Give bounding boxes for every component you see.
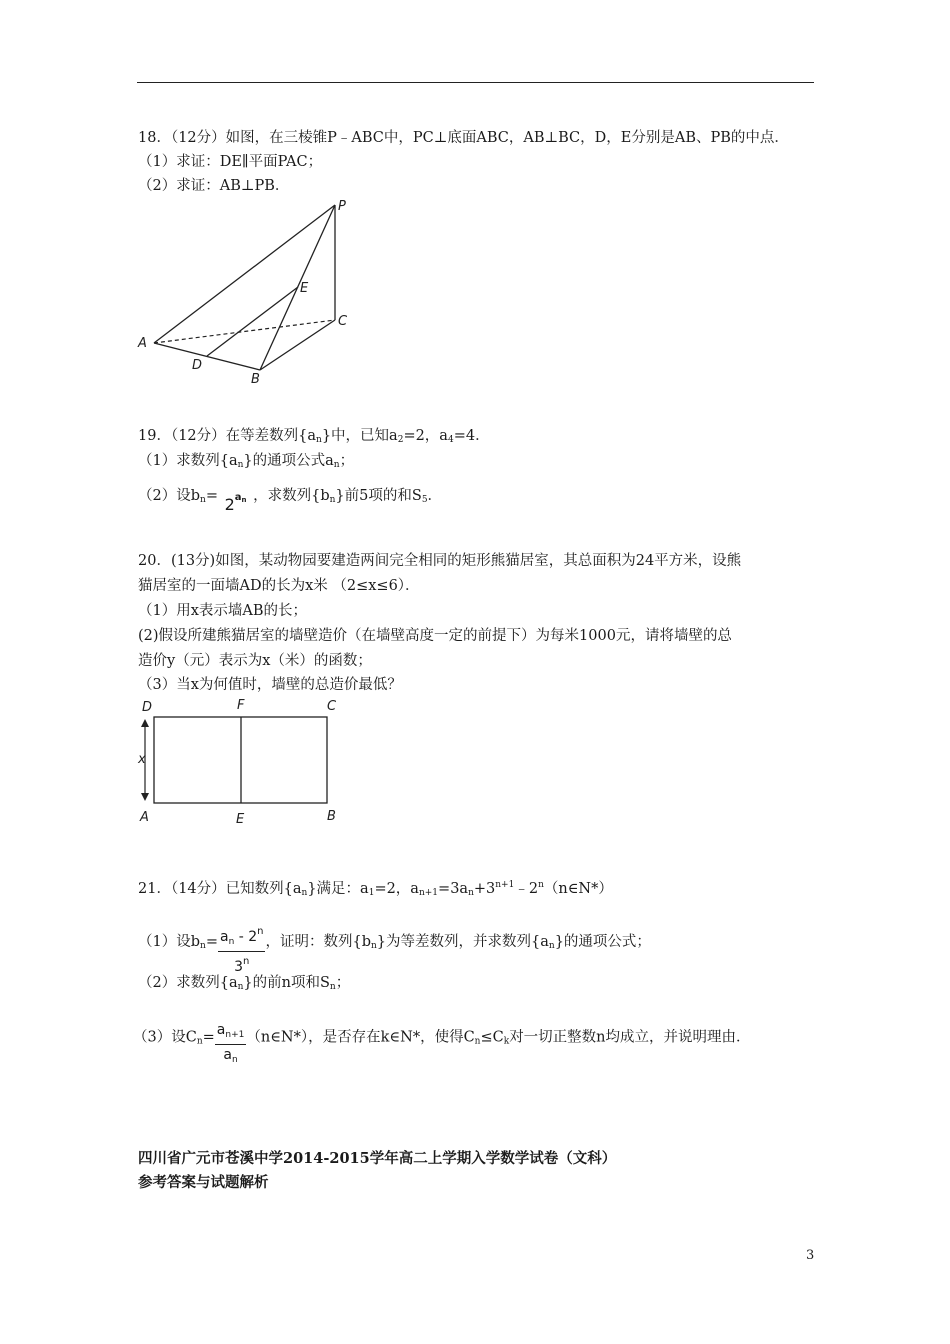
label-B: B: [327, 809, 336, 824]
q21-part2: （2）求数列$\{a_n\}$的前n项和$S_n$；: [138, 975, 351, 992]
q20-stem-line1: 20．(13分)如图，某动物园要建造两间完全相同的矩形熊猫居室，其总面积为24平方米，设熊: [138, 553, 742, 569]
q20-part3: （3）当x为何值时，墙壁的总造价最低？: [138, 677, 402, 693]
q20-stem-line2: 猫居室的一面墙AD的长为x米 （2≤x≤6）．: [138, 578, 420, 594]
q19-part2: （2）设$b_n= 2^{a_n}$ ，求数列$\{b_n\}$前5项的和$S_5$．: [138, 488, 443, 514]
q20-part2-line1: (2)假设所建熊猫居室的墙壁造价（在墙壁高度一定的前提下）为每米1000元，请将墙壁的总: [138, 628, 732, 644]
q18-part1: （1）求证：DE∥平面PAC；: [138, 154, 323, 170]
fraction-bn: $\frac{a_n - 2^n}{3^n}$: [218, 923, 266, 977]
page-number: 3: [806, 1248, 815, 1263]
answers-subtitle: 参考答案与试题解析: [138, 1174, 269, 1191]
label-B: B: [251, 372, 260, 387]
label-E: E: [236, 812, 245, 827]
label-A: A: [138, 336, 147, 351]
q18-part2: （2）求证：AB⊥PB．: [138, 178, 290, 194]
label-D: D: [192, 358, 203, 373]
label-C: C: [327, 699, 337, 714]
fraction-cn: $\frac{a_{n+1}}{a_n}$: [216, 1022, 245, 1065]
label-E: E: [300, 281, 309, 296]
panda-enclosure-figure: [135, 695, 350, 830]
q21-stem: 21．（14分）已知数列$\{a_n\}$满足：$a_1=2$，$a_{n+1}=3a_n+3^{n+1}﹣2^n(n\in N*)$: [138, 880, 613, 898]
q19-part1: （1）求数列$\{a_n\}$的通项公式$a_n$；: [138, 453, 355, 470]
q18-stem: 18．（12分）如图，在三棱锥P﹣ABC中，PC⊥底面ABC，AB⊥BC，D，E分别是AB、PB的中点．: [138, 130, 789, 146]
tetrahedron-figure: [130, 195, 360, 390]
q21-part3: （3）设$C_n=$ $\frac{a_{n+1}}{a_n}$ （n∈N*），是否存在k∈N*，使得$C_n\le C_k$对一切正整数n均成立，并说明理由．: [133, 1013, 751, 1062]
label-F: F: [237, 698, 245, 713]
q20-part1: （1）用x表示墙AB的长；: [138, 603, 308, 619]
power-expression: $2^{a_n}$: [224, 492, 247, 514]
q21-part1: （1）设$b_n=$ $\frac{a_n - 2^n}{3^n}$ ，证明：数列$\{b_n\}$为等差数列，并求数列$\{a_n\}$的通项公式；: [138, 915, 651, 969]
label-x: x: [138, 752, 146, 767]
label-C: C: [338, 314, 348, 329]
label-D: D: [142, 700, 153, 715]
answers-title: 四川省广元市苍溪中学2014-2015学年高二上学期入学数学试卷（文科）: [138, 1150, 617, 1167]
q20-part2-line2: 造价y（元）表示为x（米）的函数；: [138, 653, 372, 669]
label-P: P: [338, 199, 346, 214]
label-A: A: [140, 810, 149, 825]
header-rule: [137, 82, 814, 83]
q19-stem: 19．（12分）在等差数列$\{a_n\}$中，已知$a_2=2$，$a_4=4$．: [138, 428, 490, 445]
